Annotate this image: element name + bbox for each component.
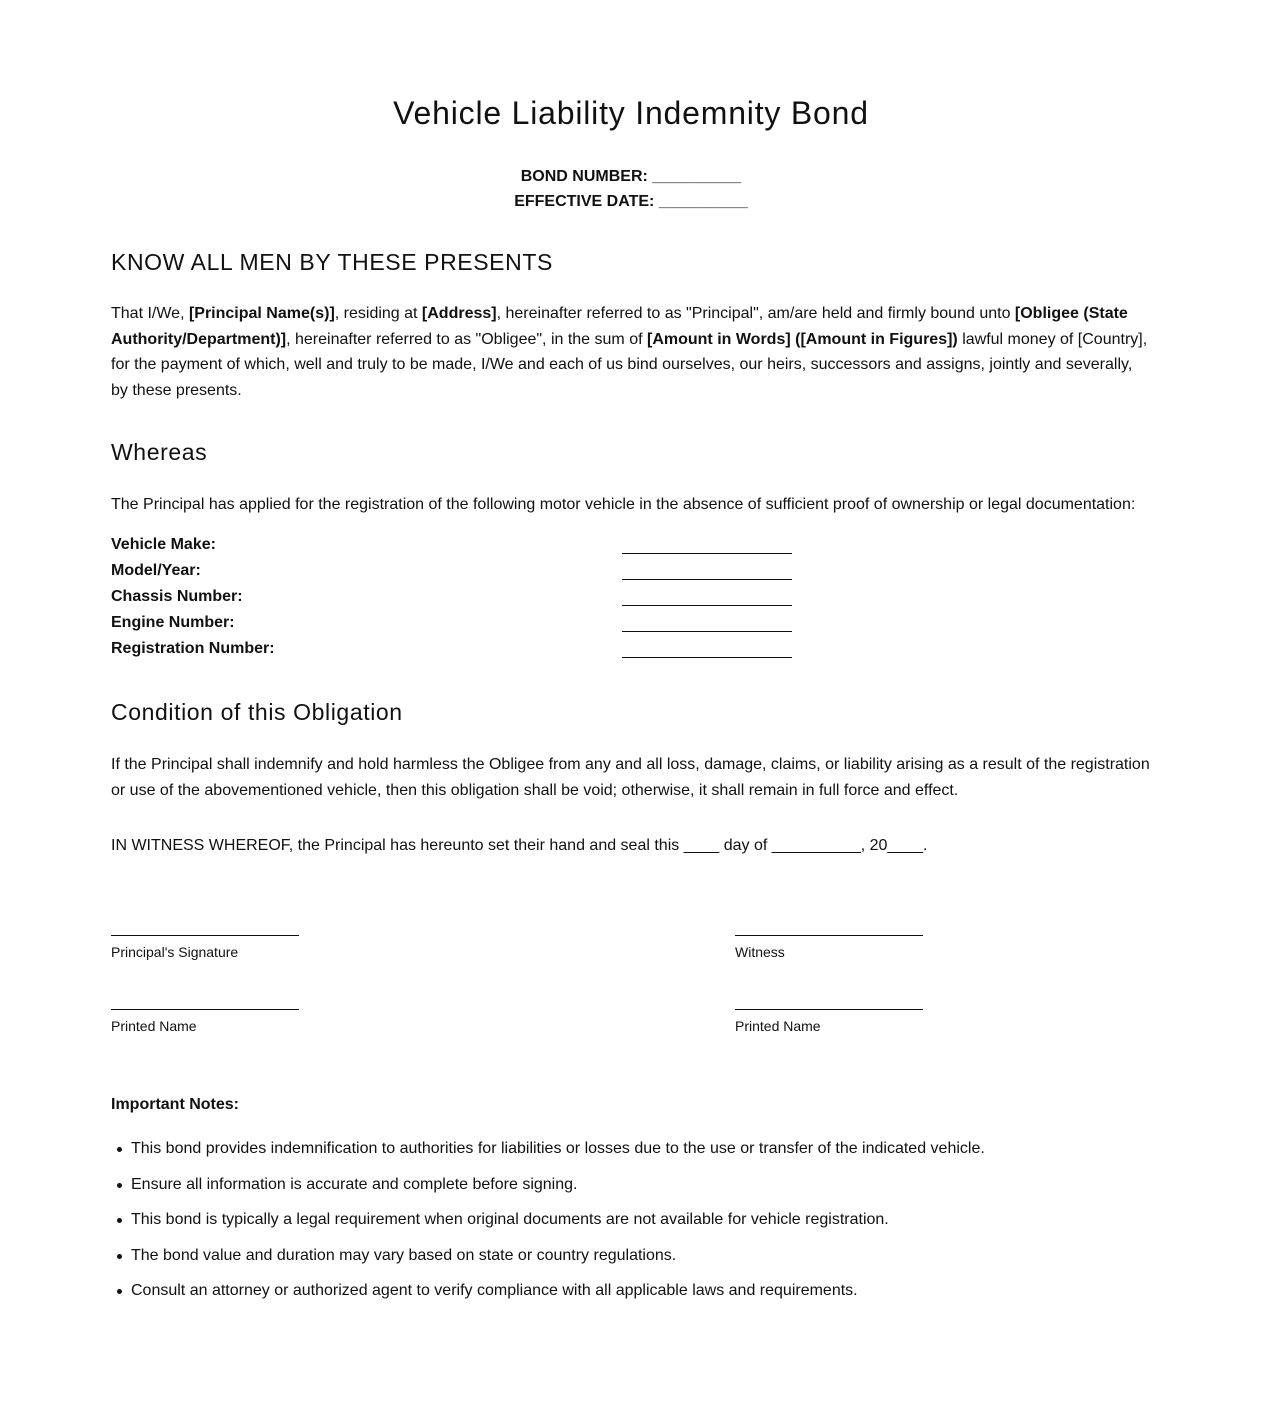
effective-date-blank: __________	[658, 193, 748, 210]
principal-signature-block	[111, 935, 351, 960]
registration-number-label: Registration Number:	[111, 640, 275, 657]
chassis-number-blank[interactable]	[622, 605, 792, 606]
principal-printed-name-label: Printed Name	[111, 1018, 197, 1034]
list-item: This bond provides indemnification to authorities for liabilities or losses due to the use or transfer of the indicated vehicle.	[131, 1138, 985, 1174]
bond-number-blank: __________	[652, 168, 742, 185]
list-item: This bond is typically a legal requirement when original documents are not available for vehicle registration.	[131, 1209, 985, 1245]
principal-signature-line[interactable]	[111, 935, 299, 936]
address-placeholder: [Address]	[421, 305, 497, 322]
effective-date-line	[111, 189, 1151, 214]
witness-printed-name-block	[735, 1009, 975, 1034]
vehicle-field-row	[111, 587, 1151, 613]
witness-label: Witness	[735, 944, 785, 960]
vehicle-field-row	[111, 535, 1151, 561]
witness-signature-line[interactable]	[735, 935, 923, 936]
bond-number-line	[111, 164, 1151, 189]
list-item: Consult an attorney or authorized agent to verify compliance with all applicable laws and requirements.	[131, 1280, 985, 1316]
obligee-placeholder: [Obligee (State Authority/Department)]	[111, 305, 1128, 348]
principal-printed-name-block	[111, 1009, 351, 1034]
vehicle-details	[111, 535, 1151, 665]
vehicle-field-row	[111, 561, 1151, 587]
condition-heading: Condition of this Obligation	[111, 699, 403, 725]
vehicle-make-blank[interactable]	[622, 553, 792, 554]
engine-number-label: Engine Number:	[111, 614, 235, 631]
principal-signature-label: Principal's Signature	[111, 944, 239, 960]
presents-text-4: , hereinafter referred to as "Obligee", in the sum of	[286, 330, 647, 348]
presents-text-5: lawful money of [Country], for the payment of which, well and truly to be made, I/We and each of us bind ourselves, our heirs, successors and assigns, jointly and severally, by these presents.	[111, 330, 1148, 400]
principal-name-placeholder: [Principal Name(s)]	[188, 305, 335, 322]
whereas-heading: Whereas	[111, 439, 208, 465]
witness-printed-name-line[interactable]	[735, 1009, 923, 1010]
whereas-paragraph: The Principal has applied for the registration of the following motor vehicle in the absence of sufficient proof of ownership or legal documentation:	[111, 496, 1136, 513]
effective-date-label: EFFECTIVE DATE:	[514, 193, 655, 210]
vehicle-field-row	[111, 639, 1151, 665]
document-title: Vehicle Liability Indemnity Bond	[393, 95, 869, 131]
engine-number-blank[interactable]	[622, 631, 792, 632]
presents-text-2: , residing at	[334, 305, 422, 322]
condition-paragraph: If the Principal shall indemnify and hold harmless the Obligee from any and all loss, damage, claims, or liability arising as a result of the registration or use of the abovementioned vehicle, then this obligation shall be void; otherwise, it shall remain in full force and effect.	[111, 756, 1150, 799]
list-item: Ensure all information is accurate and complete before signing.	[131, 1174, 985, 1210]
notes-title: Important Notes:	[111, 1096, 239, 1113]
amount-placeholder: [Amount in Words] ([Amount in Figures])	[646, 330, 958, 348]
witness-printed-name-label: Printed Name	[735, 1018, 821, 1034]
witness-paragraph: IN WITNESS WHEREOF, the Principal has hereunto set their hand and seal this ____ day of __________, 20____.	[111, 837, 928, 854]
principal-printed-name-line[interactable]	[111, 1009, 299, 1010]
chassis-number-label: Chassis Number:	[111, 588, 243, 605]
registration-number-blank[interactable]	[622, 657, 792, 658]
vehicle-field-row	[111, 613, 1151, 639]
bond-meta	[111, 164, 1151, 214]
model-year-blank[interactable]	[622, 579, 792, 580]
vehicle-make-label: Vehicle Make:	[111, 536, 216, 553]
presents-paragraph	[111, 301, 1151, 404]
bond-number-label: BOND NUMBER:	[520, 168, 648, 185]
witness-signature-block	[735, 935, 975, 960]
presents-heading: KNOW ALL MEN BY THESE PRESENTS	[111, 249, 553, 275]
presents-text-1: That I/We,	[111, 305, 189, 322]
presents-text-3: , hereinafter referred to as "Principal", am/are held and firmly bound unto	[496, 305, 1015, 322]
model-year-label: Model/Year:	[111, 562, 201, 579]
notes-list	[111, 1138, 985, 1316]
list-item: The bond value and duration may vary based on state or country regulations.	[131, 1245, 985, 1281]
